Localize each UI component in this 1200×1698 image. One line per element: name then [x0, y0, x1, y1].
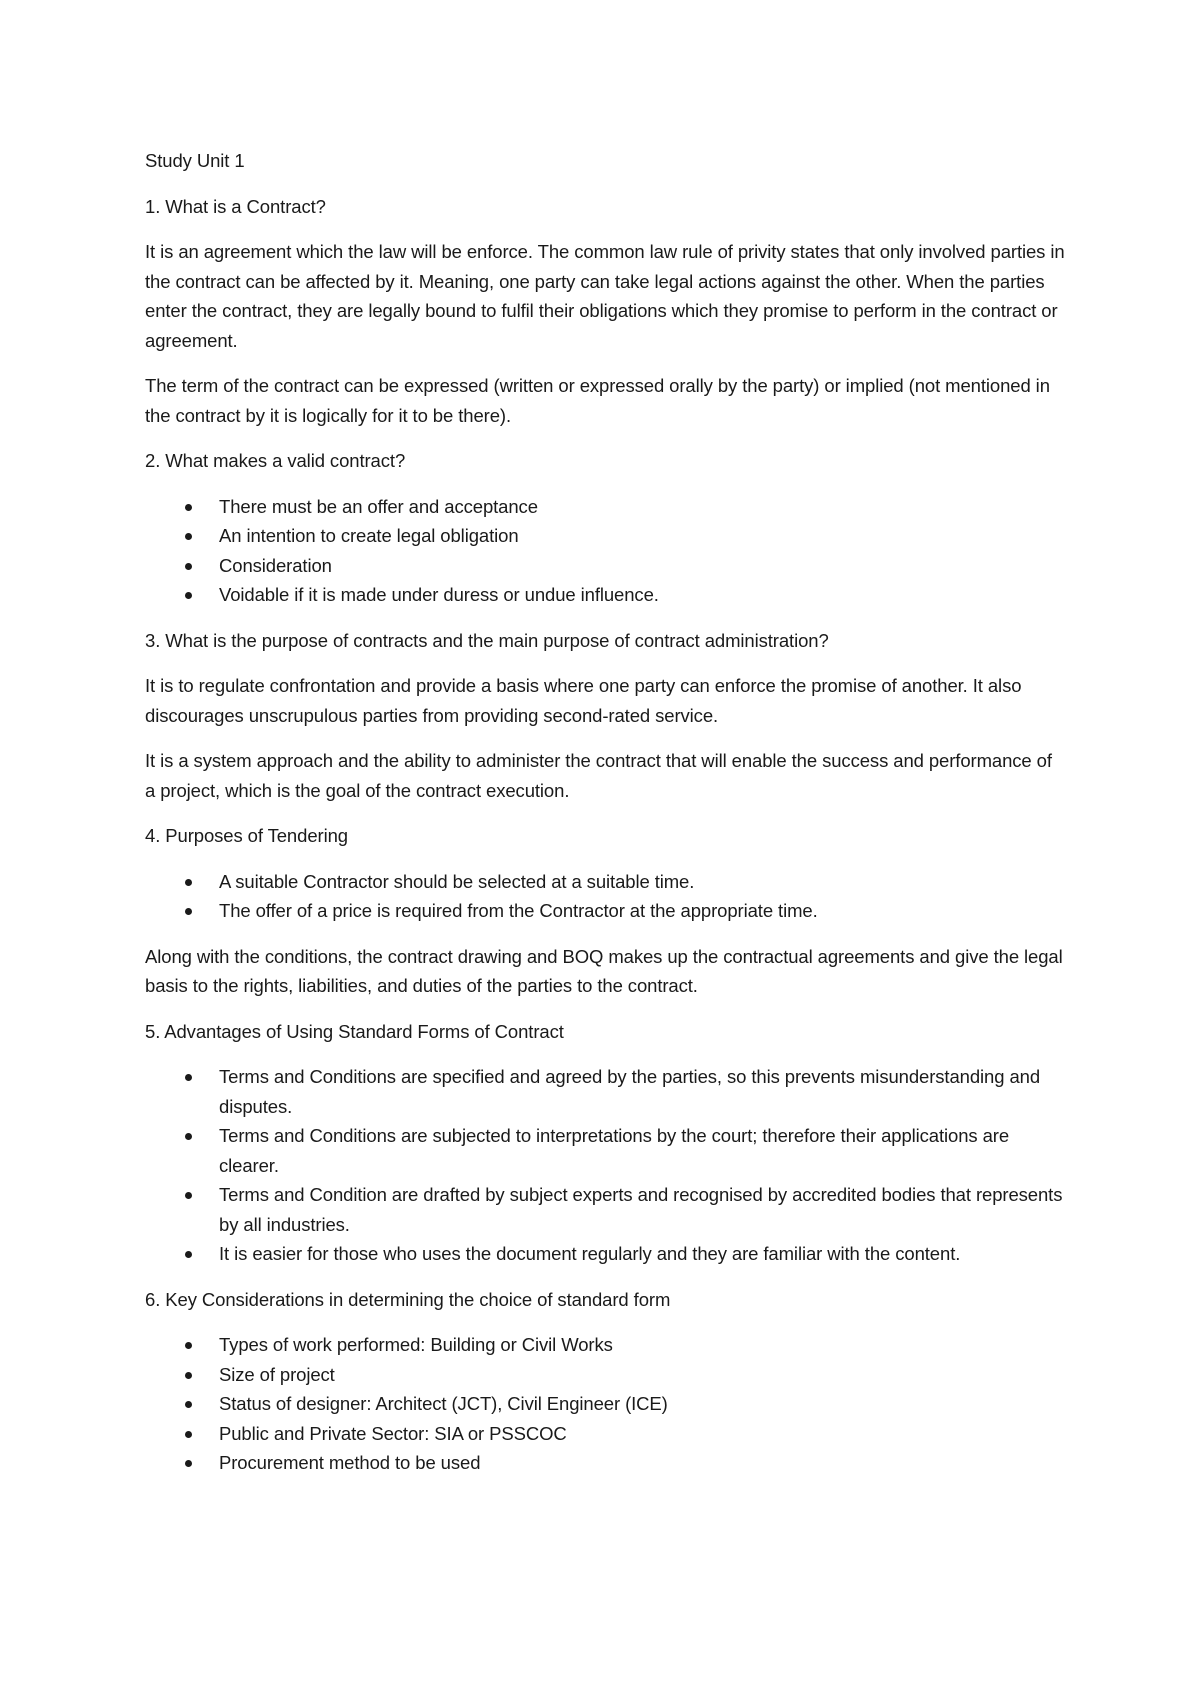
- list-item-text: Size of project: [219, 1363, 335, 1385]
- section-2-heading: 2. What makes a valid contract?: [145, 450, 406, 471]
- list-item-text: Terms and Conditions are specified and agreed by the parties, so this prevents misunderstanding and disputes.: [219, 1066, 1041, 1117]
- section-3-paragraph-2: It is a system approach and the ability to administer the contract that will enable the success and performance of a project, which is the goal of the contract execution.: [145, 750, 1052, 801]
- bullet-icon: [185, 504, 192, 511]
- list-item-text: There must be an offer and acceptance: [219, 495, 538, 517]
- list-item: [145, 1448, 1065, 1478]
- bullet-icon: [185, 1431, 192, 1438]
- section-3-paragraph-1: It is to regulate confrontation and provide a basis where one party can enforce the promise of another. It also discourages unscrupulous parties from providing second-rated service.: [145, 675, 1022, 726]
- list-item: [145, 1121, 1065, 1180]
- bullet-icon: [185, 1401, 192, 1408]
- document-body: [145, 146, 1065, 1494]
- bullet-icon: [185, 1251, 192, 1258]
- list-item-text: Status of designer: Architect (JCT), Civil Engineer (ICE): [219, 1393, 668, 1414]
- list-item: [145, 1180, 1065, 1239]
- list-item-text: Types of work performed: Building or Civil Works: [219, 1334, 613, 1355]
- list-item: [145, 1330, 1065, 1360]
- document-title: Study Unit 1: [145, 150, 245, 171]
- list-item-text: Consideration: [219, 554, 332, 576]
- section-5-heading: 5. Advantages of Using Standard Forms of Contract: [145, 1020, 564, 1042]
- bullet-icon: [185, 1074, 192, 1081]
- list-item-text: It is easier for those who uses the document regularly and they are familiar with the content.: [219, 1243, 961, 1264]
- list-item: [145, 551, 1065, 581]
- bullet-icon: [185, 879, 192, 886]
- section-4-list: [145, 867, 1065, 926]
- bullet-icon: [185, 563, 192, 570]
- list-item-text: Procurement method to be used: [219, 1452, 481, 1473]
- section-1-heading: 1. What is a Contract?: [145, 195, 326, 217]
- list-item: [145, 896, 1065, 926]
- section-5-list: [145, 1062, 1065, 1269]
- bullet-icon: [185, 592, 192, 599]
- list-item: [145, 1062, 1065, 1121]
- bullet-icon: [185, 1192, 192, 1199]
- list-item: [145, 1419, 1065, 1449]
- section-1-paragraph-2: The term of the contract can be expressed (written or expressed orally by the party) or implied (not mentioned in the contract by it is logically for it to be there).: [145, 375, 1050, 426]
- section-6-heading: 6. Key Considerations in determining the choice of standard form: [145, 1288, 671, 1310]
- list-item: [145, 867, 1065, 897]
- list-item-text: Terms and Conditions are subjected to interpretations by the court; therefore their applications are clearer.: [219, 1125, 1010, 1176]
- bullet-icon: [185, 1460, 192, 1467]
- bullet-icon: [185, 1342, 192, 1349]
- list-item: [145, 492, 1065, 522]
- list-item-text: An intention to create legal obligation: [219, 525, 519, 546]
- list-item-text: The offer of a price is required from the Contractor at the appropriate time.: [219, 900, 818, 921]
- section-4-heading: 4. Purposes of Tendering: [145, 825, 348, 846]
- list-item-text: Public and Private Sector: SIA or PSSCOC: [219, 1422, 567, 1444]
- bullet-icon: [185, 533, 192, 540]
- section-1-paragraph-1: It is an agreement which the law will be enforce. The common law rule of privity states that only involved parties in the contract can be affected by it. Meaning, one party can take legal actions against the other. When the parties enter the contract, they are legally bound to fulfil their obligations which they promise to perform in the contract or agreement.: [145, 241, 1065, 351]
- list-item: [145, 521, 1065, 551]
- section-3-heading: 3. What is the purpose of contracts and the main purpose of contract administration?: [145, 629, 829, 651]
- bullet-icon: [185, 1372, 192, 1379]
- list-item-text: A suitable Contractor should be selected at a suitable time.: [219, 870, 695, 892]
- section-4-paragraph-1: Along with the conditions, the contract drawing and BOQ makes up the contractual agreements and give the legal basis to the rights, liabilities, and duties of the parties to the contract.: [145, 945, 1063, 996]
- section-2-list: [145, 492, 1065, 610]
- bullet-icon: [185, 908, 192, 915]
- list-item-text: Voidable if it is made under duress or undue influence.: [219, 584, 659, 605]
- list-item: [145, 1389, 1065, 1419]
- list-item: [145, 1239, 1065, 1269]
- list-item: [145, 1360, 1065, 1390]
- list-item-text: Terms and Condition are drafted by subject experts and recognised by accredited bodies that represents by all industries.: [219, 1184, 1063, 1235]
- section-6-list: [145, 1330, 1065, 1478]
- bullet-icon: [185, 1133, 192, 1140]
- list-item: [145, 580, 1065, 610]
